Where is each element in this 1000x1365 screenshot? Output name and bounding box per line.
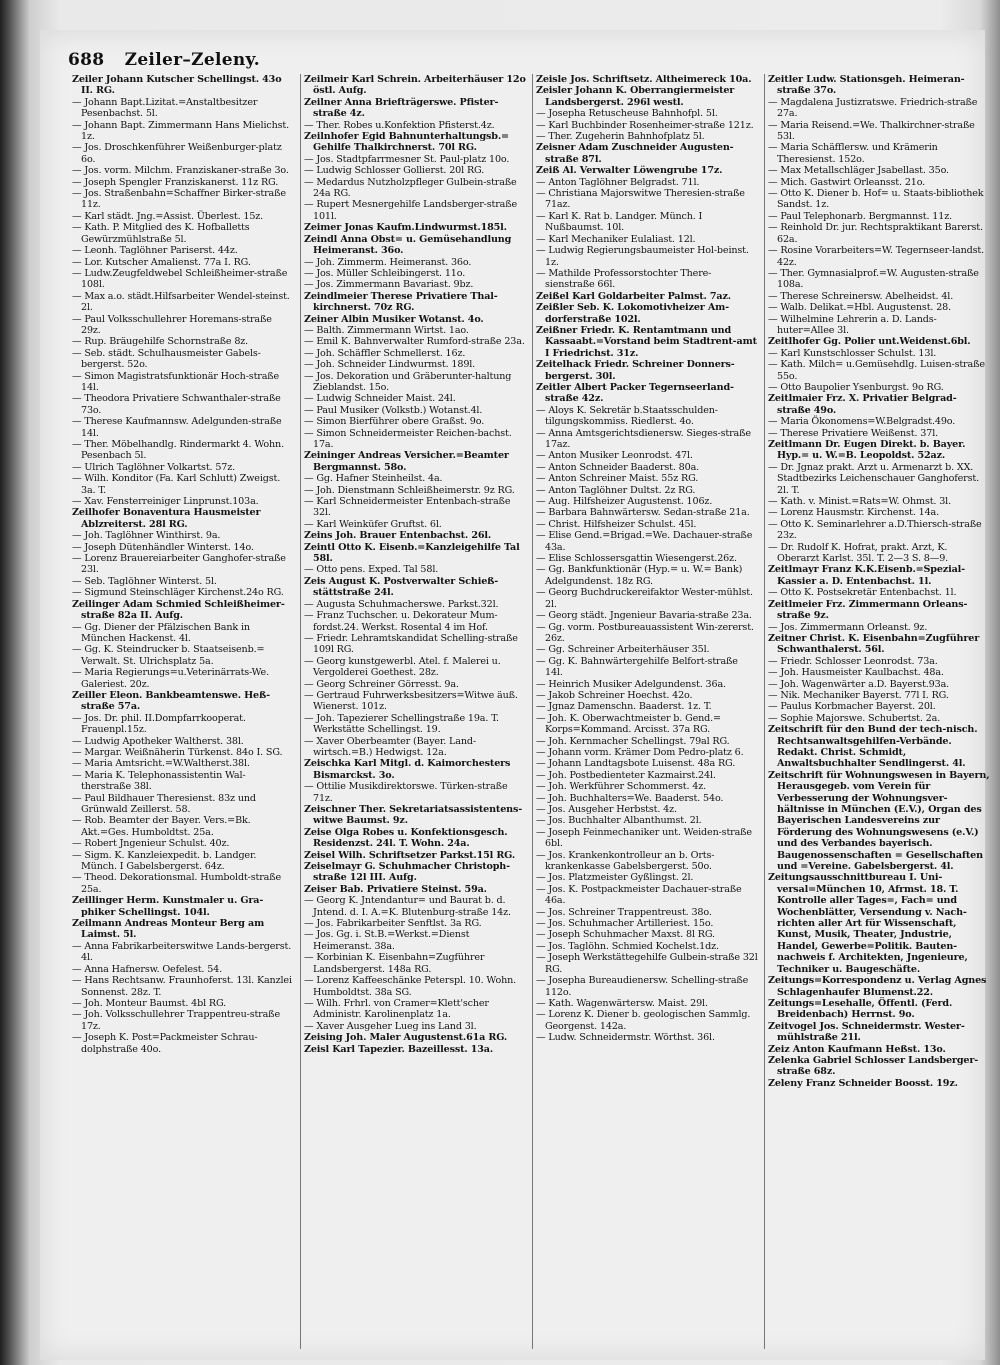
directory-entry: — Jos. Droschkenführer Weißenburger-platz 6o.	[72, 142, 282, 165]
directory-entry: Zeimer Jonas Kaufm.Lindwurmst.185l.	[304, 222, 507, 234]
directory-entry: Zeitelhack Friedr. Schreiner Donners-bergerst. 30l.	[536, 359, 735, 382]
directory-entry: — Christiana Majorswitwe Theresien-straße 71az.	[536, 188, 745, 211]
directory-entry: — Paul Musiker (Volkstb.) Wotanst.4l.	[304, 404, 483, 416]
directory-entry: — Friedr. Lehramtskandidat Schelling-straße 109l RG.	[304, 632, 518, 656]
directory-entry: — Barbara Bahnwärtersw. Sedan-straße 21a.	[536, 507, 750, 519]
directory-entry: — Joh. Werkführer Schommerst. 4z.	[536, 781, 706, 793]
directory-entry: — Gg. vorm. Postbureauassistent Win-zererst. 26z.	[536, 621, 754, 644]
page-number: 688	[68, 50, 105, 70]
directory-entry: — Ludwig Schlosser Gollierst. 20l RG.	[304, 165, 485, 177]
directory-entry: Zeilinger Adam Schmied Schleißheimer-straße 82a II. Aufg.	[72, 598, 285, 622]
column-1	[72, 74, 294, 1349]
directory-entry: Zeininger Andreas Versicher.=Beamter Bergmannst. 58o.	[304, 450, 509, 473]
directory-entry: Zeilmeir Karl Schrein. Arbeiterhäuser 12o östl. Aufg.	[304, 74, 526, 97]
directory-entry: — Anna Amtsgerichtsdienersw. Sieges-straße 17az.	[536, 427, 751, 450]
directory-entry: — Joh. Buchhalters=We. Baaderst. 54o.	[536, 792, 724, 804]
directory-entry: — Paul Telephonarb. Bergmannst. 11z.	[768, 210, 953, 222]
directory-entry: — Mich. Gastwirt Orleansst. 21o.	[768, 176, 926, 188]
directory-entry: — Therese Kaufmannsw. Adelgunden-straße 14l.	[72, 416, 282, 439]
directory-entry: Zeindl Anna Obst= u. Gemüsehandlung Heimeranst. 36o.	[304, 233, 512, 257]
directory-entry: — Otto K. Seminarlehrer a.D.Thiersch-straße 23z.	[768, 518, 982, 542]
directory-entry: — Jos. Straßenbahn=Schaffner Birker-straße 11z.	[72, 188, 286, 211]
directory-entry: — Xaver Oberbeamter (Bayer. Land-wirtsch.=B.) Hedwigst. 12a.	[304, 735, 476, 758]
directory-entry: — Josepha Bureaudienersw. Schelling-straße 112o.	[536, 975, 749, 998]
directory-entry: — Nik. Mechaniker Bayerst. 77l I. RG.	[768, 689, 949, 701]
directory-entry: Zeiß Al. Verwalter Löwengrube 17z.	[536, 165, 723, 177]
directory-entry: — Georg kunstgewerbl. Atel. f. Malerei u. Vergolderei Goethest. 28z.	[304, 655, 501, 679]
directory-entry: — Hans Rechtsanw. Fraunhoferst. 13l. Kanzlei Sonnenst. 28z. T.	[72, 975, 292, 998]
directory-entry: Zeitlmaier Frz. X. Privatier Belgrad-straße 49o.	[768, 393, 957, 416]
directory-entry: — Jos. Taglöhn. Schmied Kochelst.1dz.	[536, 940, 719, 952]
directory-entry: Zeitschrift für den Bund der tech-nisch. Rechtsanwaltsgehilfen-Verbände. Redakt. Christ. Schmidt, Anwaltsbuchhalter Sendlingerst. 4l.	[768, 724, 978, 770]
directory-entry: — Rosine Vorarbeiters=W. Tegernseer-landst. 42z.	[768, 245, 985, 268]
directory-entry: — Lorenz Kaffeeschänke Peterspl. 10. Wohn. Humboldtst. 38a SG.	[304, 975, 517, 998]
directory-entry: Zeis August K. Postverwalter Schieß-stättstraße 24l.	[304, 575, 499, 599]
directory-entry: — Lorenz Hausmstr. Kirchenst. 14a.	[768, 507, 940, 519]
directory-entry: — Jos. Krankenkontrolleur an b. Orts-krankenkasse Gabelsbergerst. 50o.	[536, 849, 715, 873]
directory-entry: Zeintl Otto K. Eisenb.=Kanzleigehilfe Tal 58l.	[304, 541, 520, 565]
directory-entry: — Wilh. Konditor (Fa. Karl Schlutt) Zweigst. 3a. T.	[72, 473, 281, 496]
directory-entry: — Joh. Dienstmann Schleißheimerstr. 9z RG.	[304, 484, 515, 496]
directory-entry: Zeitlhofer Gg. Polier unt.Weidenst.6bl.	[768, 336, 971, 348]
directory-entry: — Anna Hafnersw. Oefelest. 54.	[72, 963, 223, 975]
directory-entry: — Simon Magistratsfunktionär Hoch-straße 14l.	[72, 370, 280, 393]
directory-entry: — Joh. Zimmerm. Heimeranst. 36o.	[304, 256, 472, 268]
directory-entry: — Anton Musiker Leonrodst. 47l.	[536, 450, 693, 462]
directory-entry: — Sigm. K. Kanzleiexpedit. b. Landger. Münch. I Gabelsbergerst. 64z.	[72, 849, 257, 873]
directory-entry: — Jos. Zimmermann Orleanst. 9z.	[768, 621, 928, 633]
directory-entry: Zeißler Seb. K. Lokomotivheizer Am-dorferstraße 102l.	[536, 302, 730, 325]
directory-entry: — Max Metallschläger Jsabellast. 35o.	[768, 165, 949, 177]
directory-entry: — Maria Ökonomens=W.Belgradst.49o.	[768, 416, 956, 428]
directory-entry: Zeitungs=Korrespondenz u. Verlag Agnes Schlagenhaufer Blumenst.22.	[768, 975, 987, 998]
directory-entry: — Dr. Jgnaz prakt. Arzt u. Armenarzt b. XX. Stadtbezirks Leichenschauer Ganghoferst. 2l. T.	[768, 461, 979, 496]
directory-entry: — Karl Kunstschlosser Schulst. 13l.	[768, 347, 937, 359]
directory-entry: — Jos. Ausgeher Herbstst. 4z.	[536, 804, 677, 815]
directory-entry: — Georg städt. Jngenieur Bavaria-straße 23a.	[536, 610, 752, 622]
directory-entry: — Jos. Müller Schleibingerst. 11o.	[304, 267, 466, 279]
directory-entry: — Maria Reisend.=We. Thalkirchner-straße 53l.	[768, 119, 975, 143]
directory-entry: Zeillinger Herm. Kunstmaler u. Gra-phiker Schellingst. 104l.	[72, 895, 264, 918]
directory-entry: — Ther. Zugeherin Bahnhofplatz 5l.	[536, 131, 705, 143]
directory-entry: — Paul Bildhauer Theresienst. 83z und Grünwald Zeillerst. 58.	[72, 792, 256, 815]
directory-entry: Zeiselmayr G. Schuhmacher Christoph-straße 12l III. Aufg.	[304, 861, 510, 884]
directory-entry: Zeitner Christ. K. Eisenbahn=Zugführer Schwanthalerst. 56l.	[768, 632, 980, 656]
directory-entry: Zeindlmeier Therese Privatiere Thal-kirchnerst. 70z RG.	[304, 290, 498, 314]
directory-entry: Zeißel Karl Goldarbeiter Palmst. 7az.	[536, 290, 731, 302]
directory-entry: — Gg. K. Bahnwärtergehilfe Belfort-straße 14l.	[536, 655, 738, 679]
directory-entry: — Rob. Beamter der Bayer. Vers.=Bk. Akt.=Ges. Humboldtst. 25a.	[72, 815, 251, 838]
directory-entry: — Karl städt. Jng.=Assist. Überlest. 15z.	[72, 210, 264, 222]
directory-entry: — Georg K. Jntendantur= und Baurat b. d. Jntend. d. I. A.=K. Blutenburg-straße 14z.	[304, 895, 511, 918]
directory-entry: Zeitler Albert Packer Tegernseerland-straße 42z.	[536, 381, 734, 405]
directory-entry: — Medardus Nutzholzpfleger Gulbein-straße 24a RG.	[304, 176, 517, 200]
directory-entry: Zeleny Franz Schneider Boosst. 19z.	[768, 1077, 958, 1089]
directory-entry: — Johann Bapt. Zimmermann Hans Mielichst. 1z.	[72, 119, 290, 143]
directory-entry: — Lorenz Brauereiarbeiter Ganghofer-straße 23l.	[72, 553, 286, 576]
directory-entry: — Jos. Schreiner Trappentreust. 38o.	[536, 906, 712, 918]
directory-entry: Zeisle Jos. Schriftsetz. Altheimereck 10a.	[536, 74, 752, 85]
directory-entry: — Elise Gend.=Brigad.=We. Dachauer-straße 43a.	[536, 530, 753, 553]
directory-entry: — Wilhelmine Lehrerin a. D. Lands-huter=Allee 3l.	[768, 313, 937, 336]
directory-entry: — Jos. Buchhalter Albanthumst. 2l.	[536, 815, 702, 827]
directory-entry: — Jos. Gg. i. St.B.=Werkst.=Dienst Heimeranst. 38a.	[304, 929, 470, 952]
directory-entry: — Lorenz K. Diener b. geologischen Sammlg. Georgenst. 142a.	[536, 1009, 751, 1032]
directory-entry: — Jgnaz Damenschn. Baaderst. 1z. T.	[536, 701, 712, 713]
directory-entry: — Karl Weinküfer Gruftst. 6l.	[304, 518, 442, 530]
directory-entry: — Joseph Dütenhändler Winterst. 14o.	[72, 541, 254, 553]
directory-entry: — Anton Taglöhner Dultst. 2z RG.	[536, 484, 696, 496]
directory-entry: — Seb. Taglöhner Winterst. 5l.	[72, 575, 217, 587]
directory-entry: — Anton Schreiner Maist. 55z RG.	[536, 473, 699, 485]
directory-entry: Zeiler Johann Kutscher Schellingst. 43o II. RG.	[72, 74, 282, 97]
directory-entry: — Christ. Hilfsheizer Schulst. 45l.	[536, 518, 697, 530]
directory-entry: — Joh. Schneider Lindwurmst. 189l.	[304, 359, 476, 371]
column-2	[300, 74, 526, 1349]
directory-entry: — Augusta Schuhmacherswe. Parkst.32l.	[304, 598, 499, 610]
directory-entry: — Ludw.Zeugfeldwebel Schleißheimer-straße 108l.	[72, 267, 288, 291]
directory-entry: Zeitungsausschnittbureau I. Uni-versal=München 10, Afrmst. 18. T. Kontrolle aller Tages=, Fach= und Wochenblätter, Versendung v. Nach-richten aller Art für Wissenschaft, Kunst, Musik, Theater, Jndustrie, Handel, Gewerbe=Politik. Bauten-nachweis f. Architekten, Jngenieure, Techniker u. Baugeschäfte.	[768, 872, 968, 975]
directory-entry: — Ludwig Apotheker Waltherst. 38l.	[72, 735, 244, 747]
directory-entry: — Joh. Volksschullehrer Trappentreu-straße 17z.	[72, 1009, 280, 1032]
directory-entry: Zeitlmann Dr. Eugen Direkt. b. Bayer. Hyp.= u. W.=B. Leopoldst. 52az.	[768, 439, 966, 462]
directory-entry: — Simon Schneidermeister Reichen-bachst. 17a.	[304, 427, 512, 450]
directory-entry: Zeischka Karl Mitgl. d. Kaimorchesters Bismarckst. 3o.	[304, 758, 511, 781]
directory-entry: — Johann Bapt.Lizitat.=Anstaltbesitzer Pesenbachst. 5l.	[72, 96, 258, 120]
directory-entry: — Jos. Zimmermann Bavariast. 9bz.	[304, 279, 474, 291]
directory-entry: — Kath. Wagenwärtersw. Maist. 29l.	[536, 997, 708, 1009]
directory-entry: Zeilmann Andreas Monteur Berg am Laimst. 5l.	[72, 918, 265, 941]
directory-entry: — Joh. Hausmeister Kaulbachst. 48a.	[768, 667, 944, 679]
directory-entry: — Joh. Monteur Baumst. 4bl RG.	[72, 997, 227, 1009]
directory-entry: — Karl K. Rat b. Landger. Münch. I Nußbaumst. 10l.	[536, 210, 703, 234]
directory-entry: — Joh. Postbedienteter Kazmairst.24l.	[536, 769, 716, 781]
directory-entry: Zeitungs=Lesehalle, Öffentl. (Ferd. Breidenbach) Herrnst. 9o.	[768, 997, 953, 1021]
directory-entry: — Wilh. Frhrl. von Cramer=Klett'scher Administr. Karolinenplatz 1a.	[304, 997, 489, 1021]
directory-entry: — Joseph Spengler Franziskanerst. 11z RG.	[72, 176, 279, 188]
directory-entry: — Anna Fabrikarbeiterswitwe Lands-bergerst. 4l.	[72, 940, 292, 964]
directory-entry: — Ludw. Schneidermstr. Wörthst. 36l.	[536, 1032, 715, 1044]
directory-entry: — Maria K. Telephonassistentin Wal-therstraße 38l.	[72, 769, 246, 793]
directory-entry: Zeischner Ther. Sekretariatsassistentens-witwe Baumst. 9z.	[304, 804, 523, 827]
directory-entry: — Walb. Delikat.=Hbl. Augustenst. 28.	[768, 302, 952, 314]
directory-entry: Zeisel Wilh. Schriftsetzer Parkst.15l RG.	[304, 849, 516, 861]
directory-entry: — Gg. K. Steindrucker b. Staatseisenb.= Verwalt. St. Ulrichsplatz 5a.	[72, 644, 265, 667]
directory-entry: — Otto pens. Exped. Tal 58l.	[304, 564, 439, 576]
directory-entry: — Friedr. Schlosser Leonrodst. 73a.	[768, 655, 938, 667]
directory-entry: — Anton Schneider Baaderst. 80a.	[536, 461, 700, 473]
directory-entry: Zeißner Friedr. K. Rentamtmann und Kassaabt.=Vorstand beim Stadtrent-amt I Friedrichst. 31z.	[536, 324, 757, 359]
directory-entry: — Jos. vorm. Milchm. Franziskaner-straße 3o.	[72, 165, 289, 177]
directory-entry: Zeisner Adam Zuschneider Augusten-straße 87l.	[536, 142, 734, 165]
directory-entry: Zeilner Anna Briefträgerswe. Pfister-straße 4z.	[304, 96, 499, 120]
directory-entry: Zeitschrift für Wohnungswesen in Bayern, Herausgegeb. vom Verein für Verbesserung der Wohnungsver-hältnisse in München (E.V.), Organ des Bayerischen Landesvereins zur Förderung des Wohnungswesens (e.V.) und des Verbandes bayerisch. Baugenossenschaften = Gesellschaften und =Vereine. Gabelsbergerst. 4l.	[768, 769, 990, 873]
directory-entry: — Aloys K. Sekretär b.Staatsschulden-tilgungskommiss. Riedlerst. 4o.	[536, 404, 718, 428]
directory-entry: — Seb. städt. Schulhausmeister Gabels-bergerst. 52o.	[72, 347, 261, 371]
columns-container	[72, 74, 990, 1349]
directory-entry: — Anton Taglöhner Belgradst. 71l.	[536, 176, 700, 188]
directory-entry: — Leonh. Taglöhner Pariserst. 44z.	[72, 245, 238, 257]
directory-entry: — Reinhold Dr. jur. Rechtspraktikant Barerst. 62a.	[768, 222, 983, 245]
directory-entry: — Ther. Möbelhandlg. Rindermarkt 4. Wohn. Pesenbach 5l.	[72, 439, 284, 462]
directory-entry: — Karl Mechaniker Eulaliast. 12l.	[536, 233, 696, 245]
directory-entry: — Gg. Schreiner Arbeiterhäuser 35l.	[536, 644, 710, 656]
directory-entry: — Josepha Retuscheuse Bahnhofpl. 5l.	[536, 108, 718, 120]
directory-entry: — Lor. Kutscher Amalienst. 77a I. RG.	[72, 256, 251, 268]
directory-entry: — Robert Jngenieur Schulst. 40z.	[72, 838, 230, 850]
directory-entry: — Joseph Feinmechaniker unt. Weiden-straße 6bl.	[536, 826, 752, 850]
directory-entry: — Joh. Wagenwärter a.D. Bayerst.93a.	[768, 678, 950, 690]
directory-entry: — Kath. v. Minist.=Rats=W. Ohmst. 3l.	[768, 496, 952, 508]
directory-entry: Zeising Joh. Maler Augustenst.61a RG.	[304, 1032, 508, 1044]
directory-entry: — Ulrich Taglöhner Volkartst. 57z.	[72, 461, 236, 473]
directory-entry: — Margar. Weißnäherin Türkenst. 84o I. SG.	[72, 746, 283, 758]
directory-entry: Zeiller Eleon. Bankbeamtenswe. Heß-straße 57a.	[72, 689, 270, 713]
directory-entry: — Maria Schäfflersw. und Krämerin Theresienst. 152o.	[768, 142, 938, 165]
directory-entry: — Jos. Dr. phil. II.Dompfarrkooperat. Frauenpl.15z.	[72, 712, 246, 736]
column-4	[764, 74, 990, 1349]
directory-entry: Zeins Joh. Brauer Entenbachst. 26l.	[304, 530, 492, 542]
directory-entry: — Sigmund Steinschläger Kirchenst.24o RG.	[72, 587, 284, 599]
directory-entry: — Karl Schneidermeister Entenbach-straße 32l.	[304, 496, 511, 519]
directory-entry: — Balth. Zimmermann Wirtst. 1ao.	[304, 324, 469, 336]
directory-entry: Zeiser Bab. Privatiere Steinst. 59a.	[304, 883, 487, 895]
directory-entry: Zeitlmayr Franz K.K.Eisenb.=Spezial-Kassier a. D. Entenbachst. 1l.	[768, 564, 965, 587]
directory-entry: — Emil K. Bahnverwalter Rumford-straße 23a.	[304, 336, 525, 348]
directory-entry: — Joh. Taglöhner Winthirst. 9a.	[72, 530, 221, 542]
directory-entry: — Jos. Schuhmacher Artilleriest. 15o.	[536, 918, 714, 930]
directory-entry: — Gg. Diener der Pfälzischen Bank in München Hackenst. 4l.	[72, 621, 250, 644]
directory-entry: Zeise Olga Robes u. Konfektionsgesch. Residenzst. 24l. T. Wohn. 24a.	[304, 826, 508, 850]
directory-entry: Zeitlmeier Frz. Zimmermann Orleans-straße 9z.	[768, 598, 968, 622]
directory-entry: — Simon Bierführer obere Graßst. 9o.	[304, 416, 485, 428]
directory-entry: — Rupert Mesnergehilfe Landsberger-straße 101l.	[304, 199, 518, 222]
directory-entry: — Gertraud Fuhrwerksbesitzers=Witwe äuß. Wienerst. 101z.	[304, 689, 518, 713]
directory-entry: — Theod. Dekorationsmal. Humboldt-straße 25a.	[72, 872, 282, 895]
directory-entry: — Max a.o. städt.Hilfsarbeiter Wendel-steinst. 2l.	[72, 290, 290, 314]
directory-entry: Zeitvogel Jos. Schneidermstr. Wester-mühlstraße 21l.	[768, 1020, 965, 1044]
directory-page	[40, 30, 990, 1360]
directory-entry: — Ther. Robes u.Konfektion Pfisterst.4z.	[304, 119, 495, 131]
directory-entry: — Jos. Platzmeister Gyßlingst. 2l.	[536, 872, 694, 884]
directory-entry: — Otto K. Diener b. Hof= u. Staats-bibliothek Sandst. 1z.	[768, 188, 984, 211]
directory-entry: — Ther. Gymnasialprof.=W. Augusten-straße 108a.	[768, 267, 979, 291]
directory-entry: Zeisl Karl Tapezier. Bazeillesst. 13a.	[304, 1043, 494, 1055]
directory-entry: — Sophie Majorswe. Schubertst. 2a.	[768, 712, 941, 724]
directory-entry: — Jos. K. Postpackmeister Dachauer-straße 46a.	[536, 883, 742, 907]
directory-entry: — Kath. Milch= u.Gemüsehdlg. Luisen-straße 55o.	[768, 359, 985, 382]
directory-entry: Zelenka Gabriel Schlosser Landsberger-straße 68z.	[768, 1054, 979, 1078]
directory-entry: — Otto Baupolier Ysenburgst. 9o RG.	[768, 381, 944, 393]
directory-entry: — Maria Regierungs=u.Veterinärrats-We. Galeriest. 20z.	[72, 667, 269, 690]
directory-entry: — Dr. Rudolf K. Hofrat, prakt. Arzt, K. Oberarzt Karlst. 35l. T. 2—3 S. 8—9.	[768, 541, 949, 565]
directory-entry: Zeilhofer Bonaventura Hausmeister Ablzreiterst. 28l RG.	[72, 507, 261, 530]
directory-entry: — Xaver Ausgeher Lueg ins Land 3l.	[304, 1020, 477, 1032]
directory-entry: — Joseph K. Post=Packmeister Schrau-dolphstraße 40o.	[72, 1032, 258, 1055]
directory-entry: — Aug. Hilfsheizer Augustenst. 106z.	[536, 496, 713, 508]
directory-entry: — Franz Tuchscher. u. Dekorateur Mum-fordst.24. Werkst. Rosental 4 im Hof.	[304, 610, 498, 633]
directory-entry: — Therese Schreinersw. Abelheidst. 4l.	[768, 290, 954, 302]
directory-entry: — Joh. Schäffler Schmellerst. 16z.	[304, 347, 466, 359]
directory-entry: Zeiner Albin Musiker Wotanst. 4o.	[304, 313, 484, 325]
directory-entry: — Joh. K. Oberwachtmeister b. Gend.= Korps=Kommand. Arcisst. 37a RG.	[536, 712, 721, 736]
running-head: Zeiler–Zeleny.	[124, 50, 260, 70]
directory-entry: — Johann Landtagsbote Luisenst. 48a RG.	[536, 758, 736, 770]
directory-entry: — Kath. P. Mitglied des K. Hofballetts Gewürzmühlstraße 5l.	[72, 222, 250, 245]
directory-entry: — Theodora Privatiere Schwanthaler-straße 73o.	[72, 393, 281, 416]
directory-entry: — Maria Amtsricht.=W.Waltherst.38l.	[72, 758, 250, 770]
directory-entry: — Joseph Werkstättegehilfe Gulbein-straße 32l RG.	[536, 952, 758, 975]
directory-entry: — Therese Privatiere Weißenst. 37l.	[768, 427, 939, 439]
directory-entry: Zeitler Ludw. Stationsgeh. Heimeran-straße 37o.	[768, 74, 965, 97]
directory-entry: — Xav. Fensterreiniger Linprunst.103a.	[72, 496, 259, 508]
directory-entry: — Heinrich Musiker Adelgundenst. 36a.	[536, 678, 726, 690]
directory-entry: — Joseph Schuhmacher Maxst. 8l RG.	[536, 929, 715, 941]
directory-entry: — Ludwig Schneider Maist. 24l.	[304, 393, 456, 405]
directory-entry: Zeiz Anton Kaufmann Heßst. 13o.	[768, 1043, 946, 1055]
directory-entry: — Otto K. Postsekretär Entenbachst. 1l.	[768, 587, 957, 599]
directory-entry: — Georg Schreiner Görresst. 9a.	[304, 678, 459, 690]
directory-entry: — Gg. Bankfunktionär (Hyp.= u. W.= Bank) Adelgundenst. 18z RG.	[536, 564, 743, 587]
directory-entry: — Gg. Hafner Steinheilst. 4a.	[304, 473, 443, 485]
directory-entry: — Jos. Dekoration und Gräberunter-haltung Zieblandst. 15o.	[304, 370, 512, 393]
directory-entry: — Joh. Kernmacher Schellingst. 79al RG.	[536, 735, 730, 747]
directory-entry: Zeilnhofer Egid Bahnunterhaltungsb.= Gehilfe Thalkirchnerst. 70l RG.	[304, 131, 509, 154]
directory-entry: Zeisler Johann K. Oberrangiermeister Landsbergerst. 296l westl.	[536, 85, 735, 108]
column-3	[532, 74, 758, 1349]
directory-entry: — Elise Schlossersgattin Wiesengerst.26z.	[536, 553, 737, 565]
directory-entry: — Jos. Stadtpfarrmesner St. Paul-platz 10o.	[304, 153, 510, 165]
directory-entry: — Jakob Schreiner Hoechst. 42o.	[536, 689, 693, 701]
directory-entry: — Jos. Fabrikarbeiter Senftlst. 3a RG.	[304, 918, 482, 930]
directory-entry: — Ottilie Musikdirektorswe. Türken-straße 71z.	[304, 781, 508, 804]
directory-entry: — Korbinian K. Eisenbahn=Zugführer Landsbergerst. 148a RG.	[304, 952, 485, 975]
directory-entry: — Rup. Bräugehilfe Schornstraße 8z.	[72, 336, 249, 348]
directory-entry: — Joh. Tapezierer Schellingstraße 19a. T. Werkstätte Schellingst. 19.	[304, 712, 499, 736]
directory-entry: — Magdalena Justizratswe. Friedrich-straße 27a.	[768, 96, 978, 120]
directory-entry: — Paulus Korbmacher Bayerst. 20l.	[768, 701, 936, 713]
directory-entry: — Mathilde Professorstochter There-sienstraße 66l.	[536, 267, 712, 291]
directory-entry: — Georg Buchdruckereifaktor Wester-mühlst. 2l.	[536, 587, 753, 610]
directory-entry: — Karl Buchbinder Rosenheimer-straße 121z.	[536, 119, 754, 131]
directory-entry: — Ludwig Regierungsbaumeister Hol-beinst. 1z.	[536, 245, 749, 268]
directory-entry: — Johann vorm. Krämer Dom Pedro-platz 6.	[536, 746, 744, 758]
directory-entry: — Paul Volksschullehrer Horemans-straße 29z.	[72, 313, 272, 336]
